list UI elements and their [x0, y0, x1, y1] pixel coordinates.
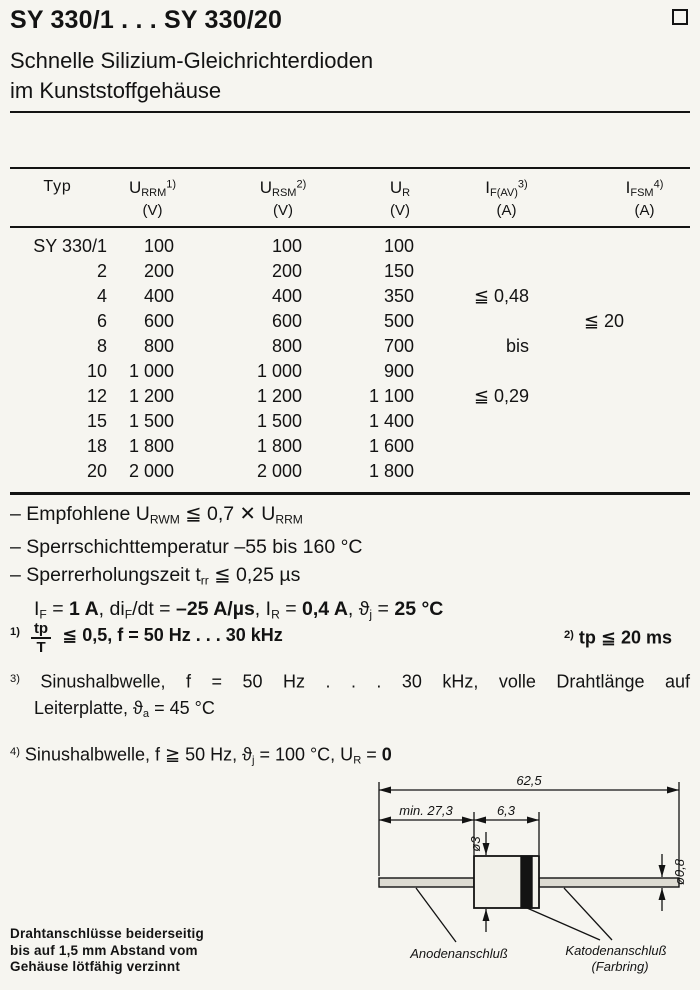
- table-cell: 1 200: [128, 386, 174, 407]
- table-cell: [575, 409, 690, 434]
- footnote-row-1: [10, 618, 690, 654]
- table-cell: [575, 384, 690, 409]
- solder-note-line-2: bis auf 1,5 mm Abstand vom: [10, 942, 198, 958]
- solder-note-line-3: Gehäuse lötfähig verzinnt: [10, 959, 181, 974]
- col-header-typ: Typ: [10, 169, 115, 227]
- footnote-1: $^{1)}$ $\frac{tp}{T}$ ≦ 0,5, f = 50 Hz . . . 30 kHz: [10, 620, 283, 656]
- note-urwm: – Empfohlene $U_{RWM}$ ≦ 0,7 ✕ $U_{RRM}$: [10, 503, 303, 527]
- table-cell: ≦ 0,29: [473, 386, 529, 407]
- subtitle: [10, 46, 373, 106]
- table-cell: [575, 227, 690, 259]
- table-row: [10, 459, 690, 492]
- table-cell: 1 000: [128, 361, 174, 382]
- table-row: [10, 359, 690, 384]
- table-cell: 600: [271, 311, 302, 332]
- table-cell: ≦ 0,48: [473, 286, 529, 307]
- table-cell: 6: [96, 311, 107, 332]
- table-cell: [575, 334, 690, 359]
- table-cell: 800: [271, 336, 302, 357]
- table-cell: 700: [383, 336, 414, 357]
- cathode-label: Katodenanschluß: [565, 943, 667, 958]
- table-cell: [575, 259, 690, 284]
- table-cell: 600: [143, 311, 174, 332]
- table-cell: 400: [271, 286, 302, 307]
- table-row: [10, 227, 690, 259]
- dim-lead-label: min. 27,3: [399, 803, 453, 818]
- note-junction-temp: – Sperrschichttemperatur –55 bis 160 °C: [10, 536, 363, 559]
- table-row: [10, 384, 690, 409]
- footnote-4: $^{4)}$ Sinushalbwelle, f ≧ 50 Hz, $ϑ_j = 100$ °C, $U_R = 0$: [10, 744, 392, 767]
- footnote-3-line-1: $^{3)}$ Sinushalbwelle, f = 50 Hz . . . 30 kHz, volle Drahtlänge auf: [10, 671, 690, 692]
- table-row: [10, 309, 690, 334]
- notes-section: [10, 500, 690, 628]
- table-cell: [460, 259, 575, 284]
- note-test-conditions: $I_F = 1$ A, $di_F/dt = -25$ A/µs, $I_R = 0,4$ A, $ϑ_j = 25$ °C: [34, 597, 444, 622]
- table-cell: 200: [143, 261, 174, 282]
- col-header-ur: $U_R$ (V): [350, 169, 460, 227]
- table-cell: 150: [383, 261, 414, 282]
- body-diameter-label: ø3: [468, 836, 483, 852]
- cathode-band: [521, 856, 532, 908]
- header: [10, 6, 690, 40]
- wire-diameter-label: ø0,8: [672, 858, 687, 886]
- dim-body-label: 6,3: [496, 803, 516, 818]
- table-cell: 1 600: [368, 436, 414, 457]
- footnote-2: $^{2)}$ tp ≦ 20 ms: [563, 627, 672, 648]
- leader-anode: [416, 888, 456, 942]
- table-cell: [460, 309, 575, 334]
- col-header-ifav: $I_{F(AV)}^{3)}$ (A): [460, 169, 575, 227]
- cathode-lead: [539, 878, 679, 887]
- table-cell: [460, 434, 575, 459]
- table-cell: [575, 434, 690, 459]
- corner-checkbox: [672, 9, 688, 25]
- anode-lead: [379, 878, 474, 887]
- table-cell: 200: [271, 261, 302, 282]
- table-cell: 1 200: [256, 386, 302, 407]
- table-cell: 8: [96, 336, 107, 357]
- table-row: [10, 334, 690, 359]
- table-cell: [575, 359, 690, 384]
- note-reverse-recovery: – Sperrerholungszeit $t_{rr}$ ≦ 0,25 µs: [10, 564, 301, 588]
- table-cell: 350: [383, 286, 414, 307]
- table-cell: [575, 459, 690, 492]
- table-header-row: [10, 169, 690, 227]
- table-cell: 400: [143, 286, 174, 307]
- col-header-urrm: $U_{RRM}^{1)}$ (V): [115, 169, 230, 227]
- ratings-table: [10, 167, 690, 495]
- table-cell: [460, 227, 575, 259]
- page-title: SY 330/1 . . . SY 330/20: [10, 6, 283, 34]
- table-cell: 1 800: [128, 436, 174, 457]
- table-cell: 12: [86, 386, 107, 407]
- footnote-3-line-2: Leiterplatte, $ϑ_a = 45$ °C: [34, 697, 215, 720]
- table-cell: 4: [96, 286, 107, 307]
- table-cell: 1 400: [368, 411, 414, 432]
- table-row: [10, 259, 690, 284]
- table-cell: 18: [86, 436, 107, 457]
- subtitle-line-1: Schnelle Silizium-Gleichrichterdioden: [10, 48, 374, 73]
- solder-note-line-1: Drahtanschlüsse beiderseitig: [10, 926, 204, 941]
- table-row: [10, 434, 690, 459]
- table-cell: 2: [96, 261, 107, 282]
- table-row: [10, 409, 690, 434]
- package-outline-drawing: [364, 772, 694, 977]
- table-row: [10, 284, 690, 309]
- table-cell: 1 100: [368, 386, 414, 407]
- table-cell: 1 800: [256, 436, 302, 457]
- table-cell: SY 330/1: [33, 236, 107, 257]
- subtitle-line-2: im Kunststoffgehäuse: [10, 78, 222, 103]
- table-cell: [575, 284, 690, 309]
- table-cell: [460, 409, 575, 434]
- table-cell: 500: [383, 311, 414, 332]
- table-cell: bis: [505, 336, 529, 357]
- footnotes-section: [10, 618, 690, 773]
- table-cell: ≦ 20: [583, 311, 624, 332]
- table-cell: 2 000: [128, 461, 174, 482]
- col-header-ursm: $U_{RSM}^{2)}$ (V): [230, 169, 350, 227]
- col-header-ifsm: $I_{FSM}^{4)}$ (A): [575, 169, 690, 227]
- table-cell: 10: [86, 361, 107, 382]
- cathode-sublabel: (Farbring): [591, 959, 649, 974]
- leader-cathode: [564, 888, 612, 940]
- table-cell: [460, 459, 575, 492]
- table-cell: [460, 359, 575, 384]
- solder-note: [10, 926, 204, 976]
- table-cell: 100: [271, 236, 302, 257]
- table-cell: 1 800: [368, 461, 414, 482]
- table-cell: 2 000: [256, 461, 302, 482]
- divider: [10, 111, 690, 113]
- table-cell: 800: [143, 336, 174, 357]
- table-cell: 15: [86, 411, 107, 432]
- table-cell: 900: [383, 361, 414, 382]
- table-cell: 1 000: [256, 361, 302, 382]
- dim-total-label: 62,5: [516, 773, 542, 788]
- anode-label: Anodenanschluß: [410, 946, 508, 961]
- leader-cathode: [527, 908, 600, 940]
- table-cell: 1 500: [256, 411, 302, 432]
- table-cell: 20: [86, 461, 107, 482]
- table-cell: 1 500: [128, 411, 174, 432]
- table-cell: 100: [383, 236, 414, 257]
- table-cell: 100: [143, 236, 174, 257]
